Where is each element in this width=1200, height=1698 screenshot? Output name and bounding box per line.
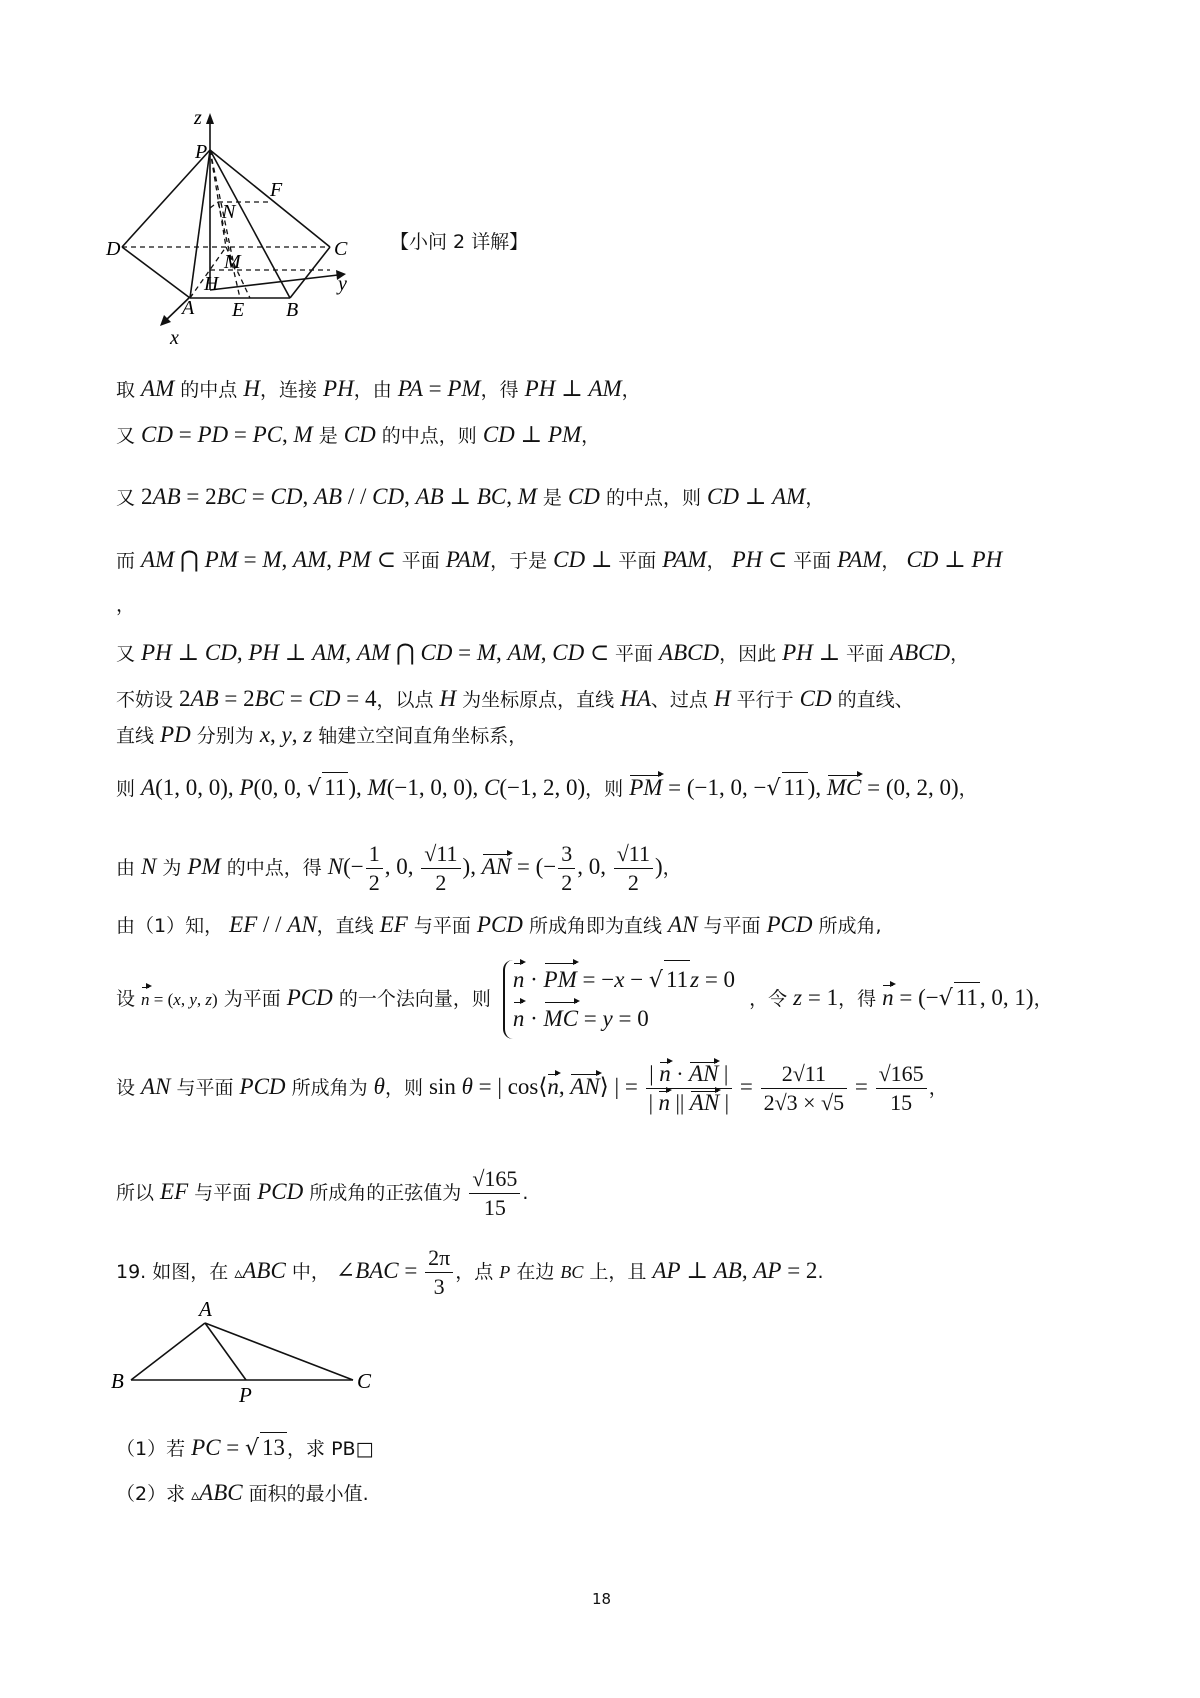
- solution-line-2: 又 CD = PD = PC, M 是 CD 的中点，则 CD ⊥ PM，: [116, 422, 601, 447]
- label-m: M: [224, 251, 241, 273]
- label-c: C: [357, 1369, 372, 1393]
- label-d: D: [106, 238, 121, 260]
- pyramid-figure: [100, 110, 380, 360]
- problem-19-part-1: （1）若 PC = √ 13 ，求 PB□: [116, 1432, 374, 1464]
- page-number: 18: [592, 1590, 612, 1608]
- label-p: P: [239, 1383, 252, 1407]
- part2-lead: （2）求: [116, 1483, 186, 1505]
- solution-line-13: 所以 EF 与平面 PCD 所成角的正弦值为 $\frac{√165}{15}$ .: [116, 1166, 529, 1220]
- part2-tail: 面积的最小值.: [248, 1483, 369, 1505]
- label-a: A: [182, 297, 195, 319]
- solution-line-4: 而 AM ⋂ PM = M, AM, PM ⊂ 平面 PAM，于是 CD ⊥ 平面 PAM， PH ⊂ 平面 PAM， CD ⊥ PH: [116, 547, 1003, 572]
- solution-line-5: 又 PH ⊥ CD, PH ⊥ AM, AM ⋂ CD = M, AM, CD ⊂ 平面 ABCD，因此 PH ⊥ 平面 ABCD，: [116, 640, 970, 665]
- label-a: A: [199, 1298, 212, 1321]
- problem-intro: 如图，在: [152, 1261, 229, 1283]
- label-c: C: [334, 238, 348, 260]
- solution-line-7: 直线 PD 分别为 x, y, z 轴建立空间直角坐标系，: [116, 722, 528, 747]
- section-title: 【小问 2 详解】: [390, 231, 529, 253]
- solution-line-12: 设 AN 与平面 PCD 所成角为 θ，则 sin θ = | cos⟨n, AN⟩ | = $\frac{| n \cdot AN |}{| n || AN |}$ = $\frac{2√11}{2√3 \times √5}$ = $\frac{√165}{15}$ ，: [116, 1061, 948, 1115]
- label-b: B: [286, 299, 299, 321]
- solution-line-1: 取 AM 的中点 H，连接 PH，由 PA = PM，得 PH ⊥ AM，: [116, 376, 641, 401]
- problem-number: 19.: [116, 1261, 147, 1283]
- label-p: P: [195, 141, 208, 163]
- triangle-figure: [105, 1298, 395, 1408]
- solution-line-10: 由（1）知， EF / / AN，直线 EF 与平面 PCD 所成角即为直线 AN 与平面 PCD 所成角,: [116, 912, 882, 937]
- solution-line-4b: ，: [116, 594, 136, 616]
- label-y: y: [338, 273, 347, 295]
- problem-19-part-2: （2）求 ▵ABC 面积的最小值.: [116, 1480, 369, 1505]
- label-h: H: [204, 273, 219, 295]
- label-x: x: [170, 327, 179, 349]
- solution-line-11: 设 n = (x, y, z) 为平面 PCD 的一个法向量，则 n · PM = −x − √ 11z = 0 n · MC = y = 0 ，令 z = 1，得 n = (−√ 11, 0, 1)，: [116, 960, 1053, 1039]
- solution-line-3: 又 2AB = 2BC = CD, AB / / CD, AB ⊥ BC, M 是 CD 的中点，则 CD ⊥ AM，: [116, 484, 825, 509]
- label-n: N: [222, 201, 236, 223]
- label-e: E: [232, 299, 245, 321]
- problem-19-statement: 19. 如图，在 ▵ABC 中， ∠BAC = $\frac{2\pi}{3}$ ，点 P 在边 BC 上，且 AP ⊥ AB, AP = 2.: [116, 1245, 824, 1299]
- label-z: z: [194, 110, 202, 129]
- solution-line-9: 由 N 为 PM 的中点，得 N(− $\frac{1}{2}$ , 0, $\frac{√11}{2}$ ), AN = (− $\frac{3}{2}$ , 0, $\frac{√11}{2}$ )，: [116, 841, 682, 895]
- solution-line-8: 则 A(1, 0, 0), P(0, 0, √ 11), M(−1, 0, 0), C(−1, 2, 0)，则 PM = (−1, 0, −√ 11), MC = (0, 2, 0)，: [116, 772, 978, 804]
- solution-line-6: 不妨设 2AB = 2BC = CD = 4，以点 H 为坐标原点，直线 HA、过点 H 平行于 CD 的直线、: [116, 686, 914, 711]
- part1-lead: （1）若: [116, 1438, 186, 1460]
- label-b: B: [111, 1369, 124, 1393]
- part1-tail: ，求 PB□: [287, 1438, 374, 1460]
- label-f: F: [270, 179, 283, 201]
